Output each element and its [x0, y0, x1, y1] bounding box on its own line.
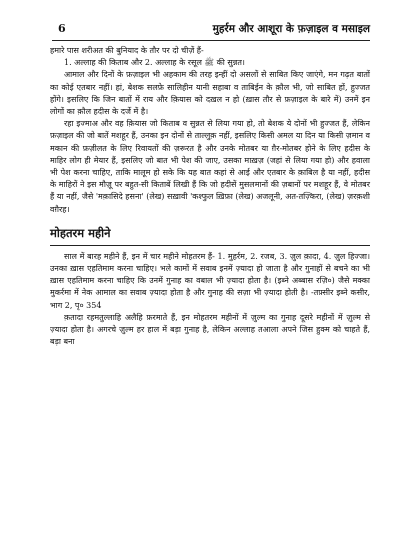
intro-block — [24, 45, 378, 216]
section-paragraph: क़तादा रहमतुल्लाहि अलैहि फ़रमाते हैं, इन मोहतरम महीनों में ज़ुल्म का गुनाह दूसरे महीनों में ज़ुल्म से ज़्यादा होता है। अगरचे ज़ुल्म हर हाल में बड़ा गुनाह है, लेकिन अल्लाह तआला अपने जिस हुक्म को चाहते हैं, बड़ा बना — [50, 312, 370, 347]
page-number: 6 — [58, 22, 66, 35]
section-heading-rule — [50, 245, 370, 246]
section-heading: मोहतरम महीने — [50, 225, 111, 240]
section-paragraph-text: साल में बारह महीने हैं, इन में चार महीने मोहतरम हैं- 1. मुहर्रम, 2. रजब, 3. ज़ुल क़ादा, 4. ज़ुल हिज्जा। उनका ख़ास एहतिमाम करना चाहिए। भले कामों में सवाब इनमें ज़्यादा हो जाता है और गुनाहों से बचने का भी ख़ास एहतिमाम करना चाहिए कि उनमें गुनाह का वबाल भी ज़्यादा होता है। (इब्ने अब्बास रज़ि०) जैसे मक्का मुकर्रमा में नेक आमाल का सवाब ज़्यादा होता है और गुनाह की सज़ा भी ज़्यादा होती है। — [50, 251, 370, 298]
citation-reference: -तफ़्सीर इब्ने कसीर, भाग 2, पृ० 354 — [50, 288, 371, 310]
running-title: मुहर्रम और आशूरा के फ़ज़ाइल व मसाइल — [212, 23, 370, 35]
intro-paragraph: आमाल और दिनों के फ़ज़ाइल भी अहकाम की तरह इन्हीं दो असलों से साबित किए जाएंगे, मन गढ़त बातों का कोई एतबार नहीं। हां, बेशक सलफ़े सालिहीन यानी सहाबा व ताबिईन के क़ौल भी, जो साबित हों, हुज्जत होंगे। इसलिए कि जिन बातों में राय और क़ियास को दख़ल न हो (ख़ास तौर से फ़ज़ाइल के बारे में) उनमें इन लोगों का क़ौल हदीस के दर्जे में है। — [50, 70, 370, 117]
intro-paragraph: रहा इज्माअ और वह क़ियास जो किताब व सुन्नत से लिया गया हो, तो बेशक ये दोनों भी हुज्जत हैं, लेकिन फ़ज़ाइल की जो बातें मशहूर हैं, उनका इन दोनों से ताल्लुक़ नहीं, इसलिए किसी अमल या दिन या किसी ज़मान व मकान की फ़ज़ीलत के लिए रिवायतों की ज़रूरत है और उनके मोतबर या ग़ैर-मोतबर होने के लिए हदीस के माहिर लोग ही मेयार हैं, इसलिए जो बात भी पेश की जाए, उसका माख़ज़ (जहां से लिया गया हो) और हवाला भी पेश करना चाहिए, ताकि मालूम हो सके कि यह बात कहां से आई और एतबार के क़ाबिल है या नहीं, हदीस के माहिरों ने इस मौज़ू पर बहुत-सी किताबें लिखी हैं कि जो हदीसें मुसलमानों की ज़बानों पर मशहूर हैं, वे मोतबर हैं या नहीं, जैसे 'मक़ासिदे हसना' (लेख) सख़ावी 'कश्फुल ख़िफ़ा (लेख) अजलूनी, अत-तज़्किरा, (लेख) ज़रक़शी वग़ैरह। — [50, 119, 370, 214]
section-paragraph — [50, 251, 370, 312]
header-rule — [52, 40, 370, 41]
intro-lead: हमारे पास शरीअत की बुनियाद के तौर पर दो चीज़ें हैं- — [50, 46, 204, 55]
page-header — [24, 22, 378, 36]
section-body — [24, 251, 378, 349]
intro-items: 1. अल्लाह की किताब और 2. अल्लाह के रसूल ﷺ की सुन्नत। — [64, 58, 245, 68]
